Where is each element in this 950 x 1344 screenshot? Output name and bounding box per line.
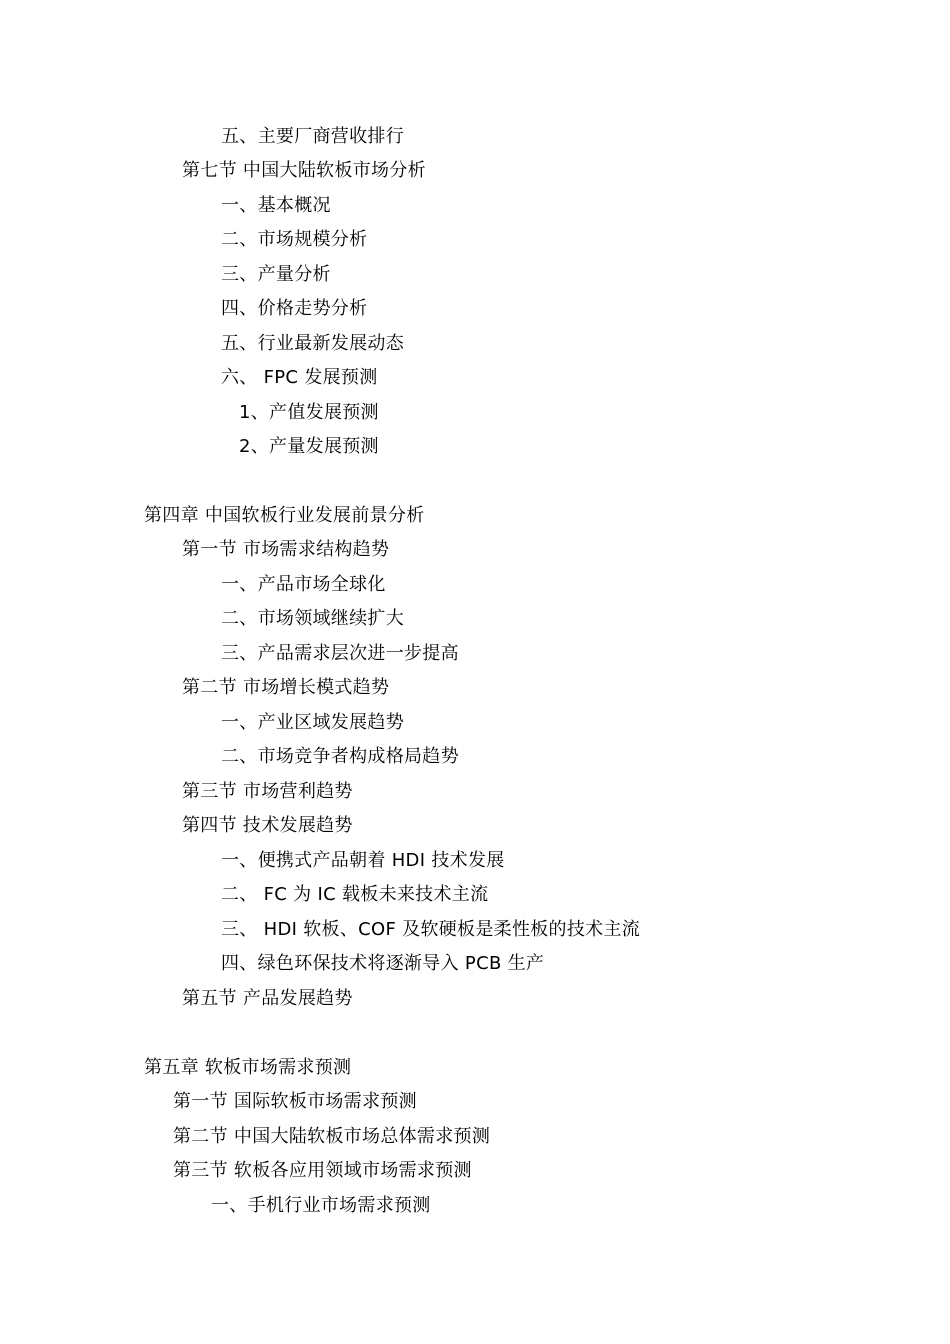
toc-item: 三、产品需求层次进一步提高 (221, 643, 459, 664)
toc-section: 第四节 技术发展趋势 (182, 815, 353, 836)
toc-section: 第二节 中国大陆软板市场总体需求预测 (173, 1126, 491, 1147)
toc-section: 第五节 产品发展趋势 (182, 988, 353, 1009)
toc-item: 二、市场竞争者构成格局趋势 (221, 746, 459, 767)
toc-item: 一、手机行业市场需求预测 (211, 1195, 431, 1216)
toc-item: 四、价格走势分析 (221, 298, 368, 319)
toc-section: 第三节 软板各应用领域市场需求预测 (173, 1160, 472, 1181)
toc-item: 二、市场规模分析 (221, 229, 368, 250)
toc-section: 第二节 市场增长模式趋势 (182, 677, 390, 698)
toc-item: 二、 FC 为 IC 载板未来技术主流 (221, 884, 489, 905)
toc-section: 第三节 市场营利趋势 (182, 781, 353, 802)
toc-section: 第一节 国际软板市场需求预测 (173, 1091, 417, 1112)
toc-chapter: 第五章 软板市场需求预测 (144, 1057, 352, 1078)
toc-section: 第七节 中国大陆软板市场分析 (182, 160, 426, 181)
toc-item: 一、基本概况 (221, 195, 331, 216)
toc-item: 三、 HDI 软板、COF 及软硬板是柔性板的技术主流 (221, 919, 641, 940)
toc-item: 四、绿色环保技术将逐渐导入 PCB 生产 (221, 953, 545, 974)
toc-chapter: 第四章 中国软板行业发展前景分析 (144, 505, 425, 526)
toc-item: 五、行业最新发展动态 (221, 333, 404, 354)
toc-subitem: 1、产值发展预测 (239, 402, 379, 423)
toc-item: 六、 FPC 发展预测 (221, 367, 378, 388)
toc-item: 五、主要厂商营收排行 (221, 126, 404, 147)
toc-item: 二、市场领域继续扩大 (221, 608, 404, 629)
toc-item: 一、产品市场全球化 (221, 574, 386, 595)
toc-subitem: 2、产量发展预测 (239, 436, 379, 457)
toc-item: 三、产量分析 (221, 264, 331, 285)
toc-item: 一、便携式产品朝着 HDI 技术发展 (221, 850, 505, 871)
toc-item: 一、产业区域发展趋势 (221, 712, 404, 733)
toc-section: 第一节 市场需求结构趋势 (182, 539, 390, 560)
